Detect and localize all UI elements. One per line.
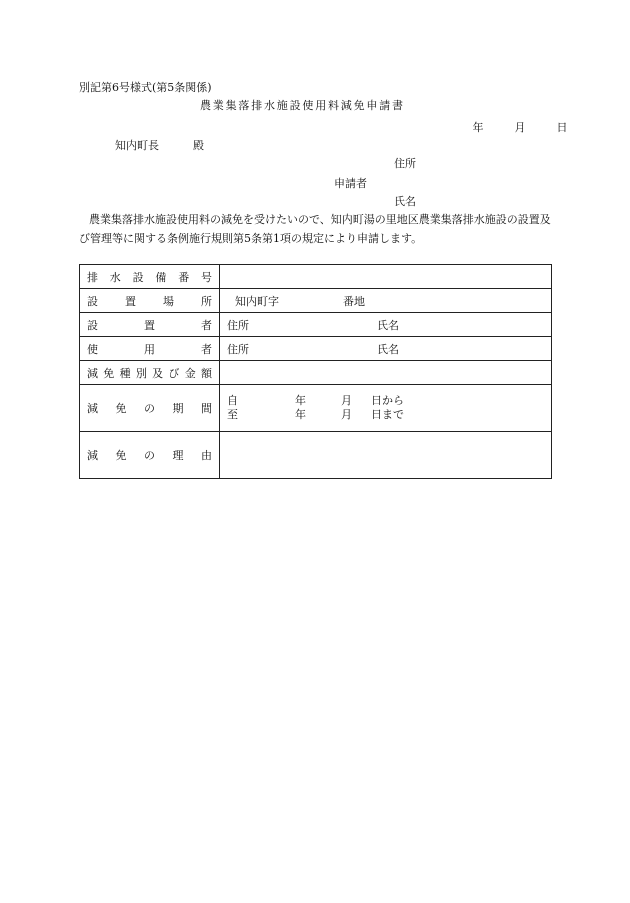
user-label: 使用者 <box>80 337 220 361</box>
period-from-line <box>227 394 544 408</box>
table-row <box>80 337 552 361</box>
drainage-number-field[interactable] <box>220 265 552 289</box>
applicant-title: 申請者 <box>334 177 367 190</box>
install-location-field[interactable] <box>220 289 552 313</box>
applicant-name-label: 氏名 <box>394 195 416 208</box>
exemption-reason-field[interactable] <box>220 432 552 479</box>
applicant-address-label: 住所 <box>394 157 416 170</box>
addressee-name: 知内町長 <box>115 139 159 152</box>
period-from-month: 月 <box>341 394 352 407</box>
table-row <box>80 361 552 385</box>
user-address-label: 住所 <box>227 342 249 356</box>
installer-name-label: 氏名 <box>377 318 399 332</box>
period-to-month: 月 <box>341 408 352 421</box>
exemption-period-field[interactable] <box>220 385 552 432</box>
drainage-number-label: 排水設備番号 <box>80 265 220 289</box>
date-line <box>463 119 568 135</box>
user-name-label: 氏名 <box>377 342 399 356</box>
form-reference: 別記第6号様式(第5条関係) <box>79 81 212 94</box>
period-to-prefix: 至 <box>227 408 238 421</box>
install-location-label: 設置場所 <box>80 289 220 313</box>
installer-address-label: 住所 <box>227 318 249 332</box>
application-details-table <box>79 264 552 479</box>
table-row <box>80 313 552 337</box>
table-row <box>80 265 552 289</box>
exemption-reason-label: 減免の理由 <box>80 432 220 479</box>
addressee-honorific: 殿 <box>193 139 204 152</box>
addressee <box>115 137 204 153</box>
exemption-type-label: 減免種別及び金額 <box>80 361 220 385</box>
date-month-label: 月 <box>514 121 526 134</box>
installer-label: 設置者 <box>80 313 220 337</box>
date-day-label: 日 <box>556 121 568 134</box>
period-from-prefix: 自 <box>227 394 238 407</box>
period-to-year: 年 <box>295 408 306 421</box>
exemption-type-field[interactable] <box>220 361 552 385</box>
date-year-label: 年 <box>472 121 484 134</box>
application-body-text: 農業集落排水施設使用料の減免を受けたいので、知内町湯の里地区農業集落排水施設の設置及び管理等に関する条例施行規則第5条第1項の規定により申請します。 <box>79 213 551 245</box>
installer-field[interactable] <box>220 313 552 337</box>
period-to-day: 日まで <box>371 408 404 421</box>
document-title: 農業集落排水施設使用料減免申請書 <box>200 99 405 112</box>
exemption-period-label: 減免の期間 <box>80 385 220 432</box>
period-to-line <box>227 408 544 422</box>
user-field[interactable] <box>220 337 552 361</box>
table-row <box>80 289 552 313</box>
town-label: 知内町字 <box>235 294 279 308</box>
table-row <box>80 385 552 432</box>
period-from-day: 日から <box>371 394 404 407</box>
period-from-year: 年 <box>295 394 306 407</box>
lot-label: 番地 <box>343 294 365 308</box>
table-row <box>80 432 552 479</box>
